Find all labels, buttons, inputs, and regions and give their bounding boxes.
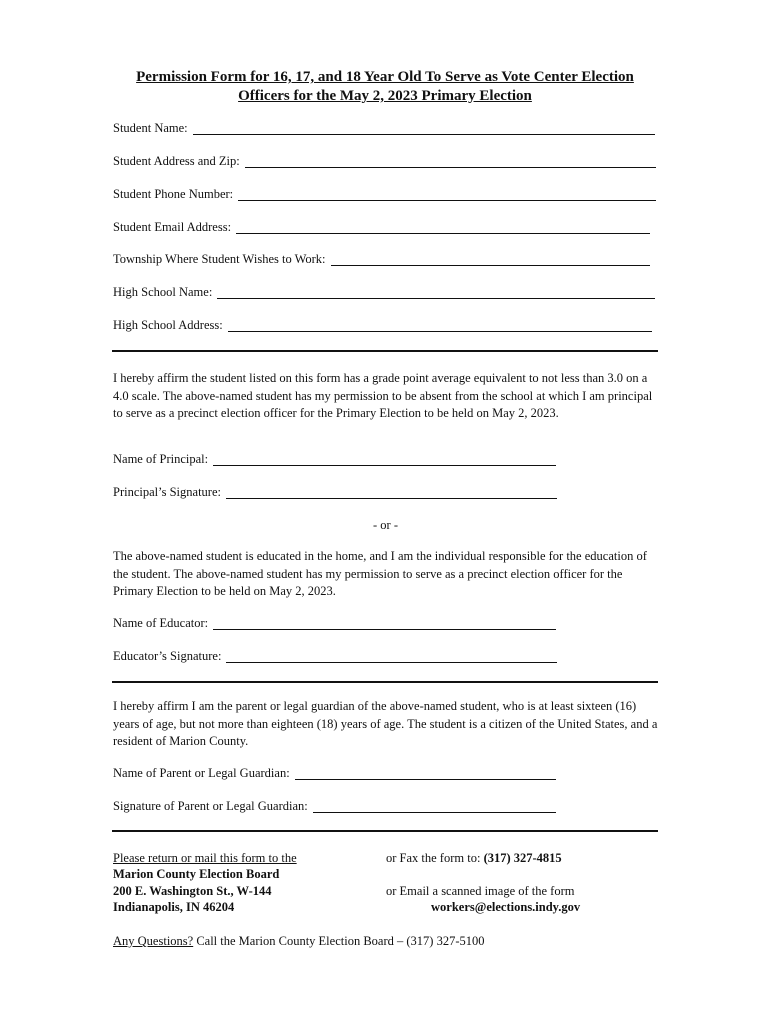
blank-line[interactable] (226, 485, 557, 499)
guardian-affirmation: I hereby affirm I am the parent or legal guardian of the above-named student, who is at least sixteen (16) years of age, but not more than eighteen (18) years of age. The student is a citizen of the United States, and a resident of Marion County. (113, 699, 658, 748)
section-divider (112, 830, 658, 832)
field-label: Township Where Student Wishes to Work: (113, 252, 326, 266)
field-label: Student Name: (113, 121, 188, 135)
mail-city: Indianapolis, IN 46204 (113, 900, 235, 914)
blank-line[interactable] (245, 154, 656, 168)
section-divider (112, 350, 658, 352)
form-title-line-2: Officers for the May 2, 2023 Primary Election (238, 88, 532, 104)
student-phone-field[interactable] (113, 185, 656, 203)
educator-affirmation: The above-named student is educated in the home, and I am the individual responsible for the education of the student. The above-named student has my permission to serve as a precinct election officer for the Primary Election to be held on May 2, 2023. (113, 549, 647, 598)
field-label: Name of Parent or Legal Guardian: (113, 766, 290, 780)
principal-name-field[interactable] (113, 450, 556, 468)
student-name-field[interactable] (113, 119, 655, 137)
email-address[interactable]: workers@elections.indy.gov (431, 900, 581, 914)
mail-org: Marion County Election Board (113, 867, 280, 881)
questions-line (113, 933, 484, 949)
email-instruction: or Email a scanned image of the form (386, 884, 575, 898)
blank-line[interactable] (213, 616, 556, 630)
field-label: Student Phone Number: (113, 187, 234, 201)
student-address-field[interactable] (113, 152, 656, 170)
township-field[interactable] (113, 250, 650, 268)
questions-text: Call the Marion County Election Board – (317) 327-5100 (196, 934, 485, 948)
high-school-address-field[interactable] (113, 316, 652, 334)
field-label: Signature of Parent or Legal Guardian: (113, 799, 308, 813)
educator-name-field[interactable] (113, 614, 556, 632)
field-label: Student Address and Zip: (113, 154, 240, 168)
blank-line[interactable] (213, 452, 556, 466)
fax-label: or Fax the form to: (386, 851, 481, 865)
mail-street: 200 E. Washington St., W-144 (113, 884, 272, 898)
blank-line[interactable] (217, 285, 655, 299)
blank-line[interactable] (238, 187, 656, 201)
mail-instruction: Please return or mail this form to the (113, 851, 297, 865)
field-label: Name of Principal: (113, 452, 209, 466)
blank-line[interactable] (236, 220, 650, 234)
blank-line[interactable] (295, 766, 556, 780)
field-label: Principal’s Signature: (113, 485, 221, 499)
or-separator: - or - (373, 518, 398, 532)
blank-line[interactable] (226, 649, 557, 663)
student-email-field[interactable] (113, 218, 650, 236)
form-title-line-1: Permission Form for 16, 17, and 18 Year Old To Serve as Vote Center Election (136, 69, 634, 85)
fax-number: (317) 327-4815 (483, 851, 562, 865)
field-label: Name of Educator: (113, 616, 209, 630)
fax-line (386, 850, 562, 866)
high-school-name-field[interactable] (113, 283, 655, 301)
principal-affirmation: I hereby affirm the student listed on this form has a grade point average equivalent to not less than 3.0 on a 4.0 scale. The above-named student has my permission to be absent from the school at which I am principal to serve as a precinct election officer for the Primary Election to be held on May 2, 2023. (113, 371, 653, 420)
guardian-signature-field[interactable] (113, 797, 556, 815)
questions-link[interactable]: Any Questions? (113, 934, 194, 948)
field-label: Student Email Address: (113, 220, 232, 234)
section-divider (112, 681, 658, 683)
principal-signature-field[interactable] (113, 483, 557, 501)
field-label: Educator’s Signature: (113, 649, 222, 663)
field-label: High School Address: (113, 318, 223, 332)
blank-line[interactable] (193, 121, 655, 135)
blank-line[interactable] (228, 318, 652, 332)
blank-line[interactable] (313, 799, 556, 813)
blank-line[interactable] (331, 252, 650, 266)
field-label: High School Name: (113, 285, 213, 299)
guardian-name-field[interactable] (113, 764, 556, 782)
educator-signature-field[interactable] (113, 647, 557, 665)
